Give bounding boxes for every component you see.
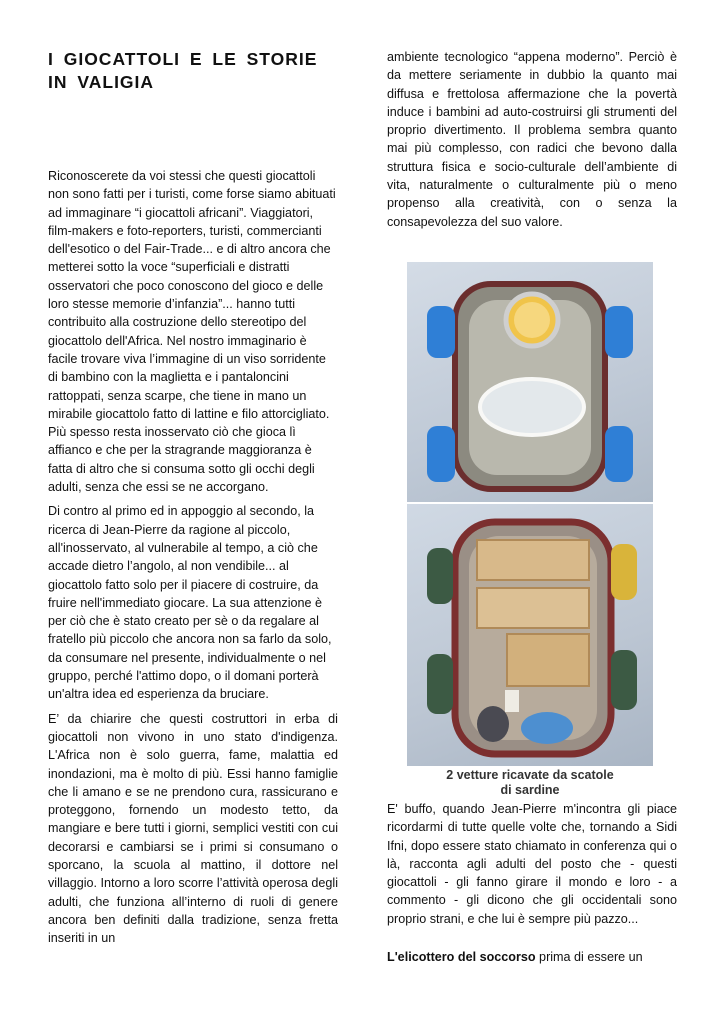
wheel-rear-left bbox=[427, 654, 453, 714]
wood-block-bottom bbox=[507, 634, 589, 686]
left-column bbox=[48, 48, 338, 947]
dark-cap bbox=[477, 706, 509, 742]
wheel-front-right bbox=[611, 544, 637, 600]
clear-plastic-lid bbox=[480, 379, 584, 435]
figure-caption bbox=[407, 768, 653, 798]
car-wood-illustration bbox=[407, 504, 653, 766]
wheel-rear-right bbox=[605, 426, 633, 482]
wood-block-top bbox=[477, 540, 589, 580]
helicopter-text: prima di essere un bbox=[535, 950, 643, 964]
paragraph-research: Di contro al primo ed in appoggio al secondo, la ricerca di Jean-Pierre da ragione al piccolo, all'inosservato, al vulnerabile al tempo, a ciò che accade dietro l’angolo, al non vendibile... al giocattolo fatto solo per il piacere di costruire, da fruire nell'immediato giocare. La sua attenzione è per ciò che è stato creato per sè o da regalare al fratello più piccolo che ancora non sa farlo da solo, da consumare nel presente, individualmente o nel gruppo, perché l'attimo dopo, o il domani porterà un'altra idea ed esperienza da bruciare. bbox=[48, 504, 332, 702]
white-peg bbox=[505, 690, 519, 712]
photo-car-wood bbox=[407, 504, 653, 766]
paragraph-jean-pierre: E' buffo, quando Jean-Pierre m'incontra gli piace ricordarmi di tutte quelle volte che, tornando a Sidi Ifni, dopo essere stato chiamato in conferenza qui o là, racconta agli adulti del posto che - questi giocattoli - gli fanno girare il mondo e loro - a commento - gli dicono che gli occidentali sono proprio strani, e che lui è sempre più pazzo... bbox=[387, 802, 677, 926]
wheel-front-left bbox=[427, 548, 453, 604]
paragraph-helicopter bbox=[387, 948, 677, 966]
wheel-front-right bbox=[605, 306, 633, 358]
caption-line-1: 2 vetture ricavate da scatole bbox=[446, 768, 614, 782]
figure-sardine-cars bbox=[407, 262, 653, 798]
right-column bbox=[387, 48, 677, 231]
wood-block-middle bbox=[477, 588, 589, 628]
paragraph-context: E’ da chiarire che questi costruttori in erba di giocattoli non vivono in uno stato d'indigenza. L'Africa non è solo guerra, fame, malattia ed inondazioni, ma è molto di più. Essi hanno famiglie che li amano e se ne prendono cura, rassicurano e proteggono, fornendo un modesto tetto, da mangiare e bere tutti i giorni, semplici vestiti con cui decorarsi e cambiarsi se i primi si consumano o sporcano, la scuola al mattino, il dottore nel villaggio. Intorno a loro scorre l’attività operosa degli adulti, che funziona all’interno di ruoli di genere ancora ben definiti dalla tradizione, senza fretta inseriti in un bbox=[48, 711, 338, 946]
wheel-rear-left bbox=[427, 426, 455, 482]
photo-car-blue-wheels bbox=[407, 262, 653, 502]
title-line-2: IN VALIGIA bbox=[48, 72, 155, 92]
wheel-front-left bbox=[427, 306, 455, 358]
paragraph-intro: Riconoscerete da voi stessi che questi giocattoli non sono fatti per i turisti, come forse siamo abituati ad immaginare “i giocattoli africani”. Viaggiatori, film-makers e foto-reporters, turisti, commercianti dell'esotico o del Fair-Trade... e di altro ancora che metterei sotto la voce “superficiali e distratti osservatori che poco conoscono del gioco e delle loro stesse memorie d’infanzia”... hanno tutti contribuito alla costruzione dello stereotipo del giocattolo dell'Africa. Nel nostro immaginario è facile trovare viva l’immagine di un viso sorridente di bambino con la maglietta e i pantaloncini rattoppati, senza scarpe, che tiene in mano un mirabile giocattolo fatto di lattine e filo attorcigliato. Più spesso resta inosservato ciò che gioca lì affianco e che per la stragrande maggioranza è fatta di altro che si consuma sotto gli occhi degli adulti, senza che essi se ne accorgano. bbox=[48, 169, 336, 495]
bottle-cap-center bbox=[514, 302, 550, 338]
blue-cap bbox=[521, 712, 573, 744]
caption-line-2: di sardine bbox=[500, 783, 560, 797]
car-blue-wheels-illustration bbox=[407, 262, 653, 502]
title-line-1: I GIOCATTOLI E LE STORIE bbox=[48, 49, 318, 69]
wheel-rear-right bbox=[611, 650, 637, 710]
helicopter-heading: L'elicottero del soccorso bbox=[387, 950, 536, 964]
page-title bbox=[48, 48, 338, 94]
paragraph-environment: ambiente tecnologico “appena moderno”. Perciò è da mettere seriamente in dubbio la quanto mai diffusa e frettolosa affermazione che la povertà induce i bambini ad auto-costruirsi gli strumenti del proprio divertimento. Il problema sembra quanto mai più complesso, con radici che bevono dalla struttura fisica e socio-culturale dell’ambiente di vita, naturalmente o culturalmente più o meno propenso alla creatività, con o senza la consapevolezza del suo valore. bbox=[387, 50, 677, 229]
